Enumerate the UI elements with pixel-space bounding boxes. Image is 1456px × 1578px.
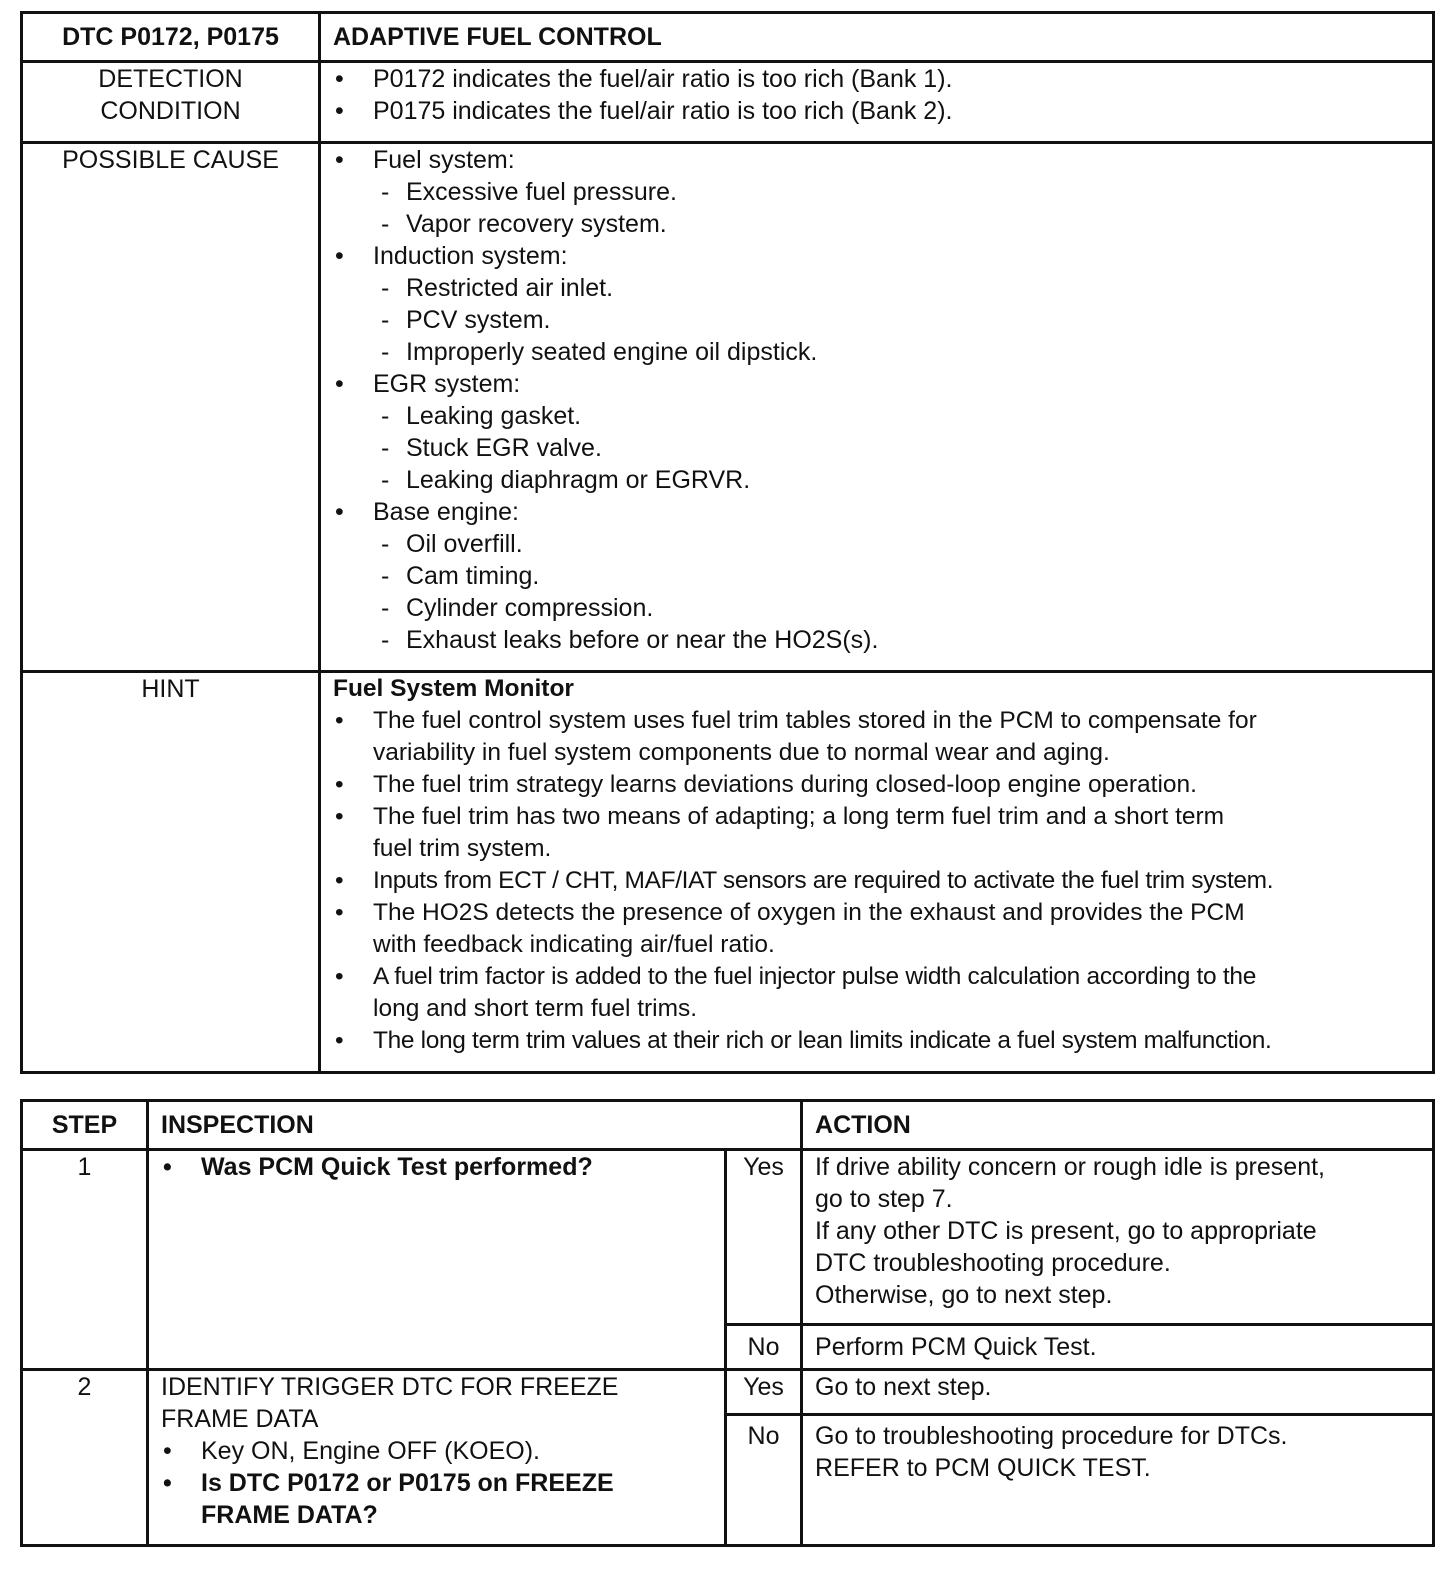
steps-table — [20, 1099, 1435, 1547]
cause-item: - Restricted air inlet. — [321, 272, 1432, 304]
possible-cause-row — [22, 143, 1434, 672]
list-item: • P0172 indicates the fuel/air ratio is too rich (Bank 1). — [321, 63, 1432, 95]
step-header: STEP — [22, 1101, 148, 1150]
list-item: • The long term trim values at their rich or lean limits indicate a fuel system malfunction. — [321, 1025, 1432, 1057]
cause-item: - Leaking diaphragm or EGRVR. — [321, 464, 1432, 496]
inspection-header: INSPECTION — [148, 1101, 802, 1150]
cause-item: - Improperly seated engine oil dipstick. — [321, 336, 1432, 368]
list-item: • The HO2S detects the presence of oxygen in the exhaust and provides the PCM with feedback indicating air/fuel ratio. — [321, 897, 1432, 961]
steps-header-row — [22, 1101, 1434, 1150]
dtc-code-header: DTC P0172, P0175 — [22, 13, 320, 62]
step1-yes-label: Yes — [726, 1150, 802, 1325]
step1-question: • Was PCM Quick Test performed? — [149, 1151, 724, 1183]
hint-row — [22, 672, 1434, 1073]
cause-group-title: • EGR system: — [321, 368, 1432, 400]
step2-number: 2 — [22, 1370, 148, 1546]
cause-group-title: • Base engine: — [321, 496, 1432, 528]
step2-yes-action: Go to next step. — [802, 1370, 1434, 1415]
list-item: • A fuel trim factor is added to the fuel injector pulse width calculation according to the long and short term fuel trims. — [321, 961, 1432, 1025]
possible-cause-content — [320, 143, 1434, 672]
hint-title: Fuel System Monitor — [333, 675, 574, 702]
list-item: • The fuel trim has two means of adapting; a long term fuel trim and a short term fuel trim system. — [321, 801, 1432, 865]
step1-yes-action: If drive ability concern or rough idle is present, go to step 7. If any other DTC is present, go to appropriate DTC troubleshooting procedure. Otherwise, go to next step. — [802, 1150, 1434, 1325]
cause-item: - Stuck EGR valve. — [321, 432, 1432, 464]
detection-condition-label: DETECTION CONDITION — [22, 62, 320, 143]
cause-item: - PCV system. — [321, 304, 1432, 336]
hint-content — [320, 672, 1434, 1073]
step1-no-label: No — [726, 1325, 802, 1370]
list-item: • Is DTC P0172 or P0175 on FREEZE FRAME DATA? — [149, 1467, 724, 1531]
step2-yes-label: Yes — [726, 1370, 802, 1415]
action-header: ACTION — [802, 1101, 1434, 1150]
cause-item: - Vapor recovery system. — [321, 208, 1432, 240]
cause-item: - Oil overfill. — [321, 528, 1432, 560]
cause-group-title: • Induction system: — [321, 240, 1432, 272]
step1-yes-row — [22, 1150, 1434, 1325]
list-item: • Inputs from ECT / CHT, MAF/IAT sensors are required to activate the fuel trim system. — [321, 865, 1432, 897]
step2-inspection: IDENTIFY TRIGGER DTC FOR FREEZE FRAME DATA • Key ON, Engine OFF (KOEO). • Is DTC P0172 or P0175 on FREEZE FRAME DATA? — [148, 1370, 726, 1546]
list-item: • Key ON, Engine OFF (KOEO). — [149, 1435, 724, 1467]
possible-cause-label: POSSIBLE CAUSE — [22, 143, 320, 672]
list-item: • The fuel control system uses fuel trim tables stored in the PCM to compensate for variability in fuel system components due to normal wear and aging. — [321, 705, 1432, 769]
cause-group-title: • Fuel system: — [321, 144, 1432, 176]
step2-no-label: No — [726, 1415, 802, 1546]
detection-condition-row — [22, 62, 1434, 143]
step1-no-action: Perform PCM Quick Test. — [802, 1325, 1434, 1370]
detection-condition-content — [320, 62, 1434, 143]
list-item: • P0175 indicates the fuel/air ratio is too rich (Bank 2). — [321, 95, 1432, 127]
step2-no-action: Go to troubleshooting procedure for DTCs. REFER to PCM QUICK TEST. — [802, 1415, 1434, 1546]
cause-item: - Exhaust leaks before or near the HO2S(s). — [321, 624, 1432, 656]
list-item: • The fuel trim strategy learns deviations during closed-loop engine operation. — [321, 769, 1432, 801]
cause-item: - Excessive fuel pressure. — [321, 176, 1432, 208]
hint-label: HINT — [22, 672, 320, 1073]
dtc-info-table — [20, 11, 1435, 1074]
cause-item: - Cam timing. — [321, 560, 1432, 592]
cause-item: - Leaking gasket. — [321, 400, 1432, 432]
step1-inspection — [148, 1150, 726, 1370]
cause-item: - Cylinder compression. — [321, 592, 1432, 624]
step2-yes-row — [22, 1370, 1434, 1415]
dtc-header-row — [22, 13, 1434, 62]
step1-number: 1 — [22, 1150, 148, 1370]
dtc-title-header: ADAPTIVE FUEL CONTROL — [320, 13, 1434, 62]
